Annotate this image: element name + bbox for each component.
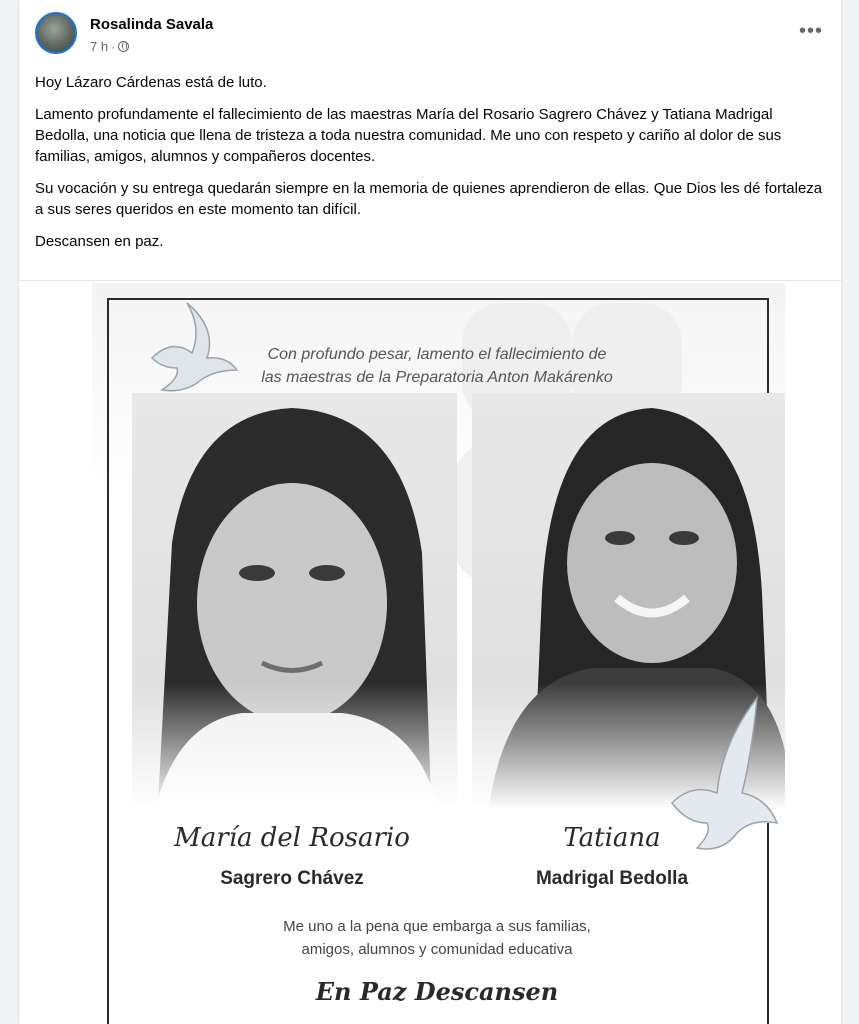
- post-text: [35, 72, 830, 263]
- right-name: Madrigal Bedolla: [535, 868, 689, 889]
- post-paragraph: Hoy Lázaro Cárdenas está de luto.: [35, 74, 267, 91]
- headline-line: las maestras de la Preparatoria Anton Makárenko: [261, 369, 613, 386]
- meta-separator: ·: [111, 39, 116, 54]
- closing-text: En Paz Descansen: [315, 977, 559, 1006]
- facebook-post: [19, 0, 841, 1024]
- post-paragraph: Su vocación y su entrega quedarán siempre en la memoria de quienes aprendieron de ellas. Que Dios les dé fortaleza a sus seres queridos en este momento tan difícil.: [35, 180, 823, 218]
- left-name: Sagrero Chávez: [220, 868, 364, 889]
- more-options-button[interactable]: •••: [798, 20, 823, 42]
- portrait-left: [132, 393, 457, 823]
- right-name-script: Tatiana: [563, 823, 661, 853]
- post-header: [19, 0, 841, 66]
- condolence-message: [212, 915, 662, 961]
- globe-icon[interactable]: [118, 41, 129, 52]
- post-paragraph: Descansen en paz.: [35, 233, 164, 250]
- author-avatar[interactable]: [35, 12, 77, 54]
- left-name-script: María del Rosario: [174, 823, 410, 853]
- condolence-line: Me uno a la pena que embarga a sus familias,: [283, 918, 591, 935]
- photo-fade: [132, 683, 457, 823]
- memorial-headline: [212, 343, 662, 389]
- condolence-line: amigos, alumnos y comunidad educativa: [301, 941, 573, 958]
- author-name[interactable]: Rosalinda Savala: [90, 16, 214, 33]
- post-time[interactable]: 7 h: [90, 39, 109, 54]
- post-meta: [90, 39, 129, 54]
- post-paragraph: Lamento profundamente el fallecimiento de las maestras María del Rosario Sagrero Chávez y Tatiana Madrigal Bedolla, una noticia que llena de tristeza a toda nuestra comunidad. Me uno con respeto y cariño al dolor de sus familias, amigos, alumnos y compañeros docentes.: [35, 106, 782, 165]
- headline-line: Con profundo pesar, lamento el fallecimiento de: [267, 346, 607, 363]
- memorial-image[interactable]: [92, 283, 785, 1024]
- divider: [19, 280, 841, 281]
